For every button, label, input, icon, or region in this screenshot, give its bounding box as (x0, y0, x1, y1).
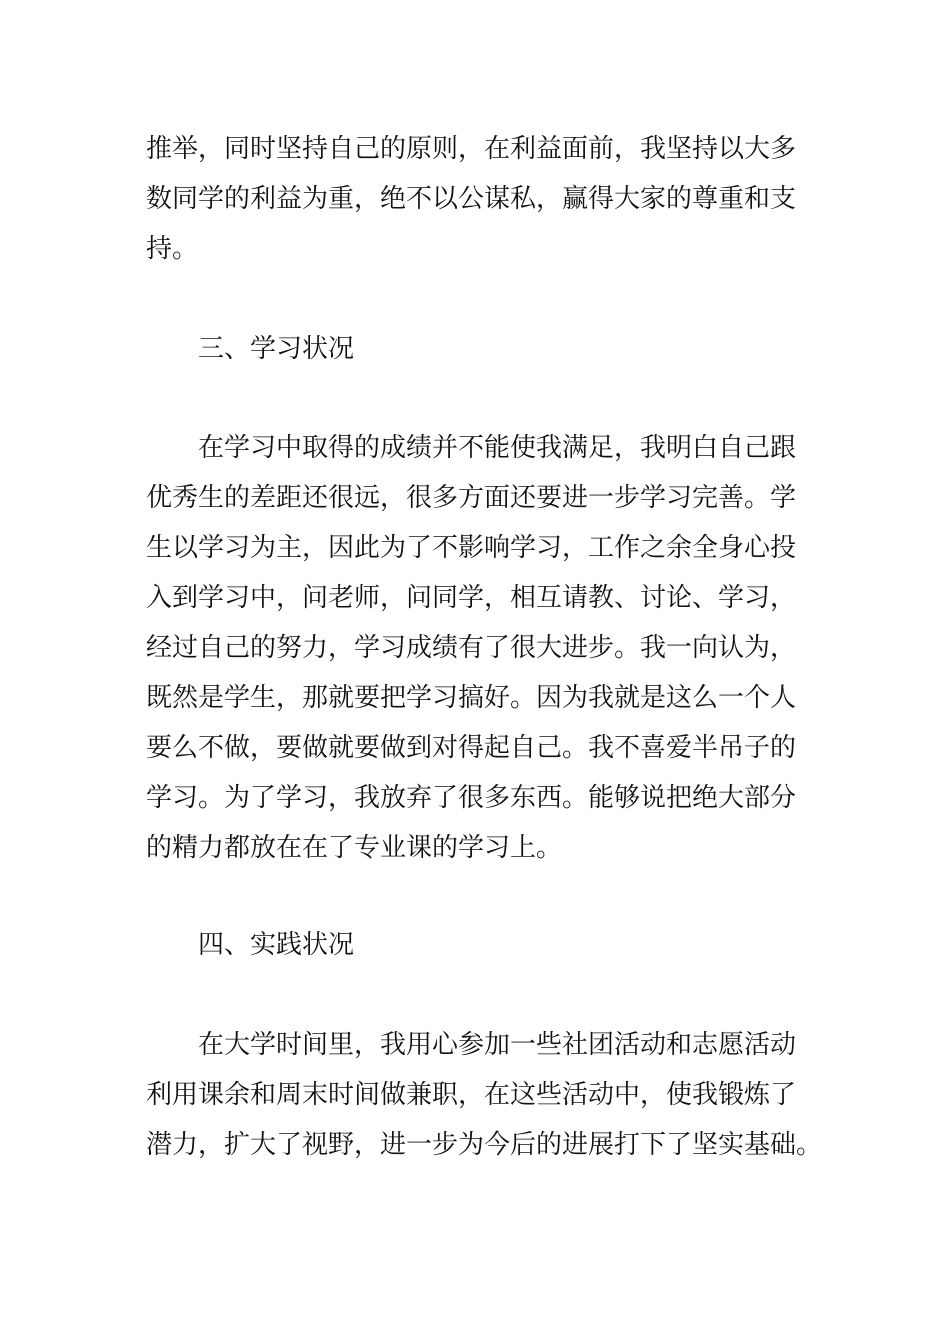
text-line: 要么不做，要做就要做到对得起自己。我不喜爱半吊子的 (146, 733, 797, 763)
section-heading-practice: 四、实践状况 (198, 930, 355, 960)
text-line: 数同学的利益为重，绝不以公谋私，赢得大家的尊重和支 (146, 184, 797, 214)
text-line: 利用课余和周末时间做兼职，在这些活动中，使我锻炼了 (146, 1080, 797, 1110)
paragraph-practice (146, 1020, 823, 1170)
section-heading-study: 三、学习状况 (198, 334, 355, 364)
text-line: 在大学时间里，我用心参加一些社团活动和志愿活动 (198, 1030, 797, 1060)
paragraph-study (146, 423, 816, 873)
text-line: 推举，同时坚持自己的原则，在利益面前，我坚持以大多 (146, 134, 797, 164)
text-line: 既然是学生，那就要把学习搞好。因为我就是这么一个人 (146, 683, 797, 713)
text-line: 潜力，扩大了视野，进一步为今后的进展打下了坚实基础。 (146, 1130, 823, 1160)
text-line: 学习。为了学习，我放弃了很多东西。能够说把绝大部分 (146, 783, 797, 813)
text-line: 优秀生的差距还很远，很多方面还要进一步学习完善。学 (146, 483, 797, 513)
text-line: 经过自己的努力，学习成绩有了很大进步。我一向认为， (146, 633, 797, 663)
text-line: 生以学习为主，因此为了不影响学习，工作之余全身心投 (146, 533, 797, 563)
paragraph-continued (146, 124, 816, 274)
text-line: 的精力都放在在了专业课的学习上。 (146, 833, 563, 863)
text-line: 在学习中取得的成绩并不能使我满足，我明白自己跟 (198, 433, 797, 463)
text-line: 入到学习中，问老师，问同学，相互请教、讨论、学习， (146, 583, 797, 613)
text-line: 持。 (146, 234, 199, 264)
